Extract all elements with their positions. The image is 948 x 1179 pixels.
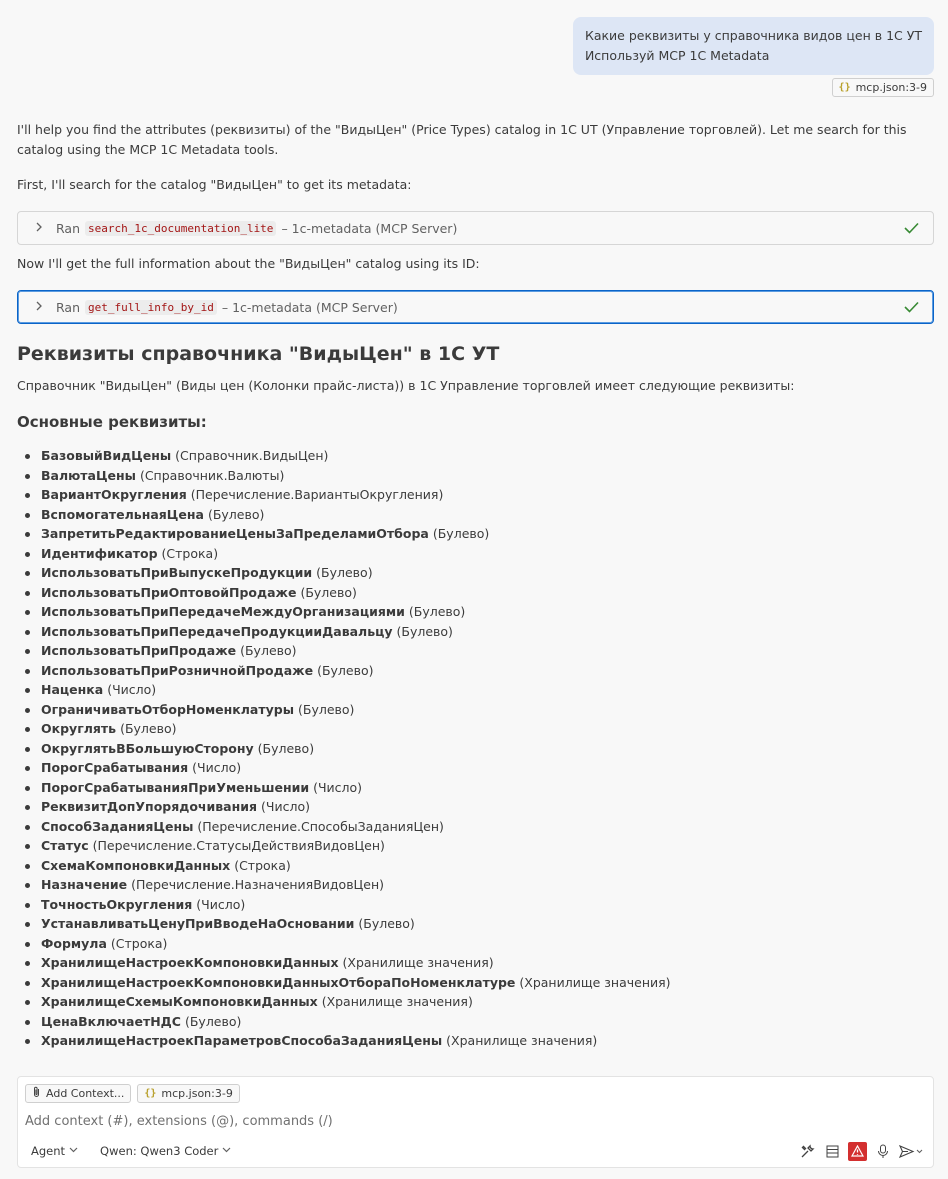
chat-input-box[interactable] <box>17 1076 934 1168</box>
attribute-type: (Справочник.ВидыЦен) <box>175 448 329 463</box>
attribute-name: ИспользоватьПриОптовойПродаже <box>41 584 297 600</box>
attribute-type: (Строка) <box>110 935 168 951</box>
chevron-right-icon[interactable] <box>34 300 48 315</box>
attribute-item <box>41 758 671 778</box>
attribute-item <box>41 719 671 739</box>
attribute-type: (Хранилище значения) <box>446 1033 598 1048</box>
tool-call-prefix: Ran <box>56 220 80 236</box>
attribute-type: (Булево) <box>317 662 374 678</box>
attribute-item <box>41 992 671 1012</box>
warning-icon[interactable] <box>848 1142 867 1161</box>
attribute-type: (Хранилище значения) <box>342 955 494 970</box>
attribute-item <box>41 797 671 817</box>
attribute-item <box>41 836 671 856</box>
attribute-item <box>41 953 671 973</box>
attribute-type: (Справочник.Валюты) <box>139 467 285 483</box>
add-context-label: Add Context... <box>46 1087 125 1100</box>
user-message-line1: Какие реквизиты у справочника видов цен в 1С УТ <box>584 28 922 43</box>
tool-call-prefix: Ran <box>56 299 80 315</box>
attribute-item <box>41 680 671 700</box>
mic-icon[interactable] <box>873 1142 892 1161</box>
attribute-type: (Число) <box>313 779 363 795</box>
attribute-item <box>41 524 671 544</box>
mode-dropdown[interactable] <box>25 1144 78 1158</box>
json-file-icon: {} <box>838 82 851 93</box>
attribute-type: (Булево) <box>396 623 453 639</box>
response-heading: Реквизиты справочника "ВидыЦен" в 1С УТ <box>17 343 500 365</box>
attribute-type: (Булево) <box>120 721 177 736</box>
attribute-type: (Перечисление.СтатусыДействияВидовЦен) <box>92 838 385 853</box>
attribute-type: (Булево) <box>257 740 315 756</box>
user-message <box>573 17 934 75</box>
attribute-name: ВалютаЦены <box>41 467 136 483</box>
attribute-name: Назначение <box>41 877 128 892</box>
attribute-item <box>41 856 671 876</box>
attribute-name: БазовыйВидЦены <box>41 448 172 463</box>
attribute-name: ОграничиватьОтборНоменклатуры <box>41 701 295 717</box>
chevron-right-icon[interactable] <box>34 221 48 236</box>
response-summary: Справочник "ВидыЦен" (Виды цен (Колонки прайс-листа)) в 1С Управление торговлей имеет следующие реквизиты: <box>17 378 795 393</box>
attribute-name: УстанавливатьЦенуПриВводеНаОсновании <box>41 916 355 931</box>
attribute-name: Статус <box>41 838 89 853</box>
attribute-name: ЗапретитьРедактированиеЦеныЗаПределамиОтбора <box>41 526 429 541</box>
attribute-name: СпособЗаданияЦены <box>41 818 194 834</box>
attribute-type: (Число) <box>196 896 246 912</box>
attribute-item <box>41 895 671 915</box>
attribute-name: ОкруглятьВБольшуюСторону <box>41 740 254 756</box>
attribute-item <box>41 700 671 720</box>
attribute-item <box>41 778 671 798</box>
attribute-name: РеквизитДопУпорядочивания <box>41 799 258 814</box>
attribute-name: ИспользоватьПриПередачеПродукцииДавальцу <box>41 623 393 639</box>
attribute-type: (Булево) <box>358 916 415 931</box>
tool-call-suffix: – 1c-metadata (MCP Server) <box>221 299 398 315</box>
attribute-name: ИспользоватьПриВыпускеПродукции <box>41 565 313 580</box>
attribute-item <box>41 544 671 564</box>
attribute-name: ИспользоватьПриПродаже <box>41 643 237 658</box>
assistant-step2: Now I'll get the full information about the "ВидыЦен" catalog using its ID: <box>17 256 480 271</box>
tool-call-name: search_1c_documentation_lite <box>85 221 276 236</box>
json-file-icon: {} <box>144 1088 157 1099</box>
attribute-name: ИспользоватьПриРозничнойПродаже <box>41 662 314 678</box>
user-attachment-label: mcp.json:3-9 <box>855 81 927 94</box>
attribute-name: ВспомогательнаяЦена <box>41 506 204 522</box>
attribute-item <box>41 583 671 603</box>
add-context-button[interactable] <box>25 1084 131 1103</box>
chat-input-field[interactable]: Add context (#), extensions (@), commands (/) <box>25 1114 333 1129</box>
attribute-name: СхемаКомпоновкиДанных <box>41 857 231 873</box>
response-subheading: Основные реквизиты: <box>17 413 207 431</box>
user-attachment-chip[interactable] <box>832 78 934 97</box>
attribute-type: (Число) <box>107 682 157 697</box>
attribute-type: (Хранилище значения) <box>321 994 473 1009</box>
attribute-name: ХранилищеНастроекПараметровСпособаЗаданияЦены <box>41 1033 443 1048</box>
attribute-item <box>41 817 671 837</box>
attribute-item <box>41 1012 671 1032</box>
attribute-name: Идентификатор <box>41 545 158 561</box>
attribute-type: (Строка) <box>161 545 219 561</box>
chevron-down-icon <box>222 1146 231 1156</box>
assistant-step1: First, I'll search for the catalog "ВидыЦен" to get its metadata: <box>17 177 412 192</box>
attribute-type: (Булево) <box>408 604 466 619</box>
attribute-type: (Перечисление.СпособыЗаданияЦен) <box>197 818 444 834</box>
chevron-down-icon <box>69 1146 78 1156</box>
attribute-name: Наценка <box>41 682 104 697</box>
attribute-type: (Булево) <box>207 506 265 522</box>
tool-call-name: get_full_info_by_id <box>85 300 217 315</box>
attribute-name: ПорогСрабатывания <box>41 760 189 775</box>
attribute-name: ПорогСрабатыванияПриУменьшении <box>41 779 310 795</box>
attribute-name: ЦенаВключаетНДС <box>41 1013 181 1029</box>
tool-call-suffix: – 1c-metadata (MCP Server) <box>281 220 458 236</box>
attribute-list <box>41 446 671 1051</box>
mode-label: Agent <box>31 1144 66 1158</box>
attribute-type: (Число) <box>192 760 242 775</box>
send-icon[interactable] <box>898 1142 926 1161</box>
attribute-item <box>41 739 671 759</box>
paperclip-icon <box>32 1086 41 1101</box>
attribute-name: ВариантОкругления <box>41 487 187 502</box>
attribute-type: (Хранилище значения) <box>519 974 671 990</box>
attribute-type: (Перечисление.ВариантыОкругления) <box>190 487 444 502</box>
attribute-type: (Булево) <box>298 701 355 717</box>
model-dropdown[interactable] <box>94 1144 231 1158</box>
attribute-type: (Перечисление.НазначенияВидовЦен) <box>131 877 385 892</box>
attribute-name: ИспользоватьПриПередачеМеждуОрганизациями <box>41 604 405 619</box>
attribute-type: (Булево) <box>184 1013 242 1029</box>
attribute-type: (Булево) <box>300 584 357 600</box>
attribute-type: (Булево) <box>432 526 490 541</box>
attribute-item <box>41 446 671 466</box>
attribute-name: ХранилищеСхемыКомпоновкиДанных <box>41 994 318 1009</box>
attribute-name: ТочностьОкругления <box>41 896 193 912</box>
user-message-line2: Используй MCP 1C Metadata <box>584 48 770 63</box>
attribute-item <box>41 466 671 486</box>
tool-call-search[interactable] <box>17 211 934 245</box>
tools-icon[interactable] <box>798 1142 817 1161</box>
attribute-name: ХранилищеНастроекКомпоновкиДанныхОтбораПоНоменклатуре <box>41 974 516 990</box>
attribute-item <box>41 563 671 583</box>
tool-call-get-info[interactable] <box>17 290 934 324</box>
attribute-item <box>41 622 671 642</box>
attribute-item <box>41 485 671 505</box>
attribute-type: (Число) <box>261 799 310 814</box>
attribute-item <box>41 914 671 934</box>
attribute-item <box>41 641 671 661</box>
attribute-type: (Булево) <box>316 565 373 580</box>
assistant-intro: I'll help you find the attributes (реквизиты) of the "ВидыЦен" (Price Types) catalog in 1C UT (Управление торговлей). Let me search for this catalog using the MCP 1C Metadata tools. <box>17 122 907 157</box>
model-label: Qwen: Qwen3 Coder <box>100 1144 219 1158</box>
attribute-item <box>41 505 671 525</box>
attribute-item <box>41 934 671 954</box>
attribute-item <box>41 661 671 681</box>
context-attachment-chip[interactable] <box>137 1084 239 1103</box>
attribute-name: ХранилищеНастроекКомпоновкиДанных <box>41 955 339 970</box>
attribute-item <box>41 875 671 895</box>
attribute-name: Округлять <box>41 721 117 736</box>
context-attachment-label: mcp.json:3-9 <box>161 1087 233 1100</box>
attribute-type: (Булево) <box>240 643 297 658</box>
attribute-item <box>41 602 671 622</box>
attribute-item <box>41 973 671 993</box>
checkmark-icon <box>904 219 919 238</box>
attribute-type: (Строка) <box>234 857 291 873</box>
checkmark-icon <box>904 298 919 317</box>
attribute-name: Формула <box>41 935 107 951</box>
attribute-item <box>41 1031 671 1051</box>
list-icon[interactable] <box>823 1142 842 1161</box>
